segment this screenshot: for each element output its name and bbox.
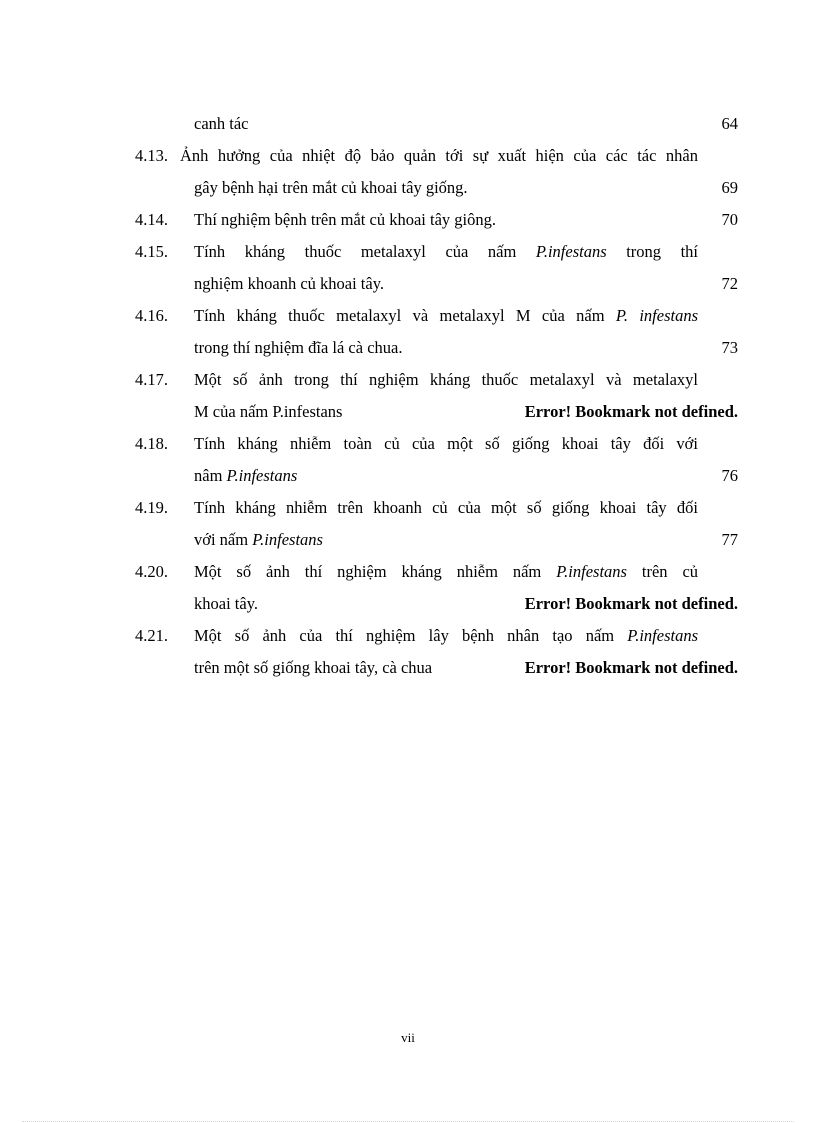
toc-entry-text: trên một số giống khoai tây, cà chua bbox=[194, 658, 433, 677]
toc-entry-number: 4.19. bbox=[135, 498, 168, 517]
toc-line bbox=[135, 588, 738, 620]
toc-entry-text: Tính kháng thuốc metalaxyl và metalaxyl M của nấm P. infestans bbox=[194, 306, 698, 325]
toc-page-number: 72 bbox=[721, 274, 738, 293]
toc-line bbox=[135, 300, 738, 332]
toc-line bbox=[135, 556, 738, 588]
toc-entry-number: 4.16. bbox=[135, 306, 168, 325]
bookmark-error: Error! Bookmark not defined. bbox=[524, 594, 738, 613]
bookmark-error: Error! Bookmark not defined. bbox=[524, 658, 738, 677]
toc-entry-text: Ảnh hưởng của nhiệt độ bảo quản tới sự xuất hiện của các tác nhân bbox=[180, 146, 698, 165]
toc-entry-text: canh tác bbox=[194, 114, 249, 133]
bookmark-error: Error! Bookmark not defined. bbox=[524, 402, 738, 421]
toc-entry-text: Một số ảnh thí nghiệm kháng nhiễm nấm P.infestans trên củ bbox=[194, 562, 699, 581]
toc-entry-text: khoai tây. bbox=[194, 594, 258, 613]
toc-entry-number: 4.15. bbox=[135, 242, 168, 261]
toc-entry-text: nâm P.infestans bbox=[194, 466, 298, 485]
toc-entry-text: Một số ảnh của thí nghiệm lây bệnh nhân tạo nấm P.infestans bbox=[194, 626, 699, 645]
table-of-figures bbox=[135, 108, 738, 684]
toc-entry-text: trong thí nghiệm đĩa lá cà chua. bbox=[194, 338, 403, 357]
toc-page-number: 77 bbox=[721, 530, 738, 549]
toc-entry-number: 4.14. bbox=[135, 210, 168, 229]
toc-line bbox=[135, 140, 738, 172]
toc-entry-number: 4.13. bbox=[135, 146, 168, 165]
toc-entry-text: với nấm P.infestans bbox=[194, 530, 323, 549]
toc-line bbox=[135, 428, 738, 460]
toc-entry-text: Tính kháng nhiễm trên khoanh củ của một số giống khoai tây đối bbox=[194, 498, 698, 517]
page-footer-number: vii bbox=[401, 1030, 415, 1045]
toc-line bbox=[135, 620, 738, 652]
toc-entry-text: M của nấm P.infestans bbox=[194, 402, 343, 421]
toc-page-number: 69 bbox=[721, 178, 738, 197]
toc-entry-text: nghiệm khoanh củ khoai tây. bbox=[194, 274, 385, 293]
toc-entry-text: Tính kháng nhiễm toàn củ của một số giống khoai tây đối với bbox=[194, 434, 698, 453]
toc-line bbox=[135, 652, 738, 684]
toc-line bbox=[135, 268, 738, 300]
toc-page-number: 70 bbox=[721, 210, 738, 229]
toc-entry-text: Thí nghiệm bệnh trên mắt củ khoai tây giông. bbox=[194, 210, 496, 229]
toc-line bbox=[135, 396, 738, 428]
toc-page-number: 73 bbox=[721, 338, 738, 357]
toc-line bbox=[135, 364, 738, 396]
toc-line bbox=[135, 172, 738, 204]
toc-line bbox=[135, 460, 738, 492]
toc-line bbox=[135, 332, 738, 364]
toc-entry-number: 4.21. bbox=[135, 626, 168, 645]
toc-entry-number: 4.20. bbox=[135, 562, 168, 581]
toc-entry-text: gây bệnh hại trên mắt củ khoai tây giống. bbox=[194, 178, 468, 197]
toc-entry-text: Một số ảnh trong thí nghiệm kháng thuốc metalaxyl và metalaxyl bbox=[194, 370, 698, 389]
page-bottom-divider bbox=[22, 1121, 794, 1122]
toc-line bbox=[135, 108, 738, 140]
toc-line bbox=[135, 492, 738, 524]
toc-line bbox=[135, 524, 738, 556]
toc-page-number: 76 bbox=[721, 466, 738, 485]
toc-entry-number: 4.17. bbox=[135, 370, 168, 389]
toc-entry-text: Tính kháng thuốc metalaxyl của nấm P.infestans trong thí bbox=[194, 242, 698, 261]
toc-line bbox=[135, 236, 738, 268]
toc-entry-number: 4.18. bbox=[135, 434, 168, 453]
toc-line bbox=[135, 204, 738, 236]
toc-page-number: 64 bbox=[721, 114, 738, 133]
